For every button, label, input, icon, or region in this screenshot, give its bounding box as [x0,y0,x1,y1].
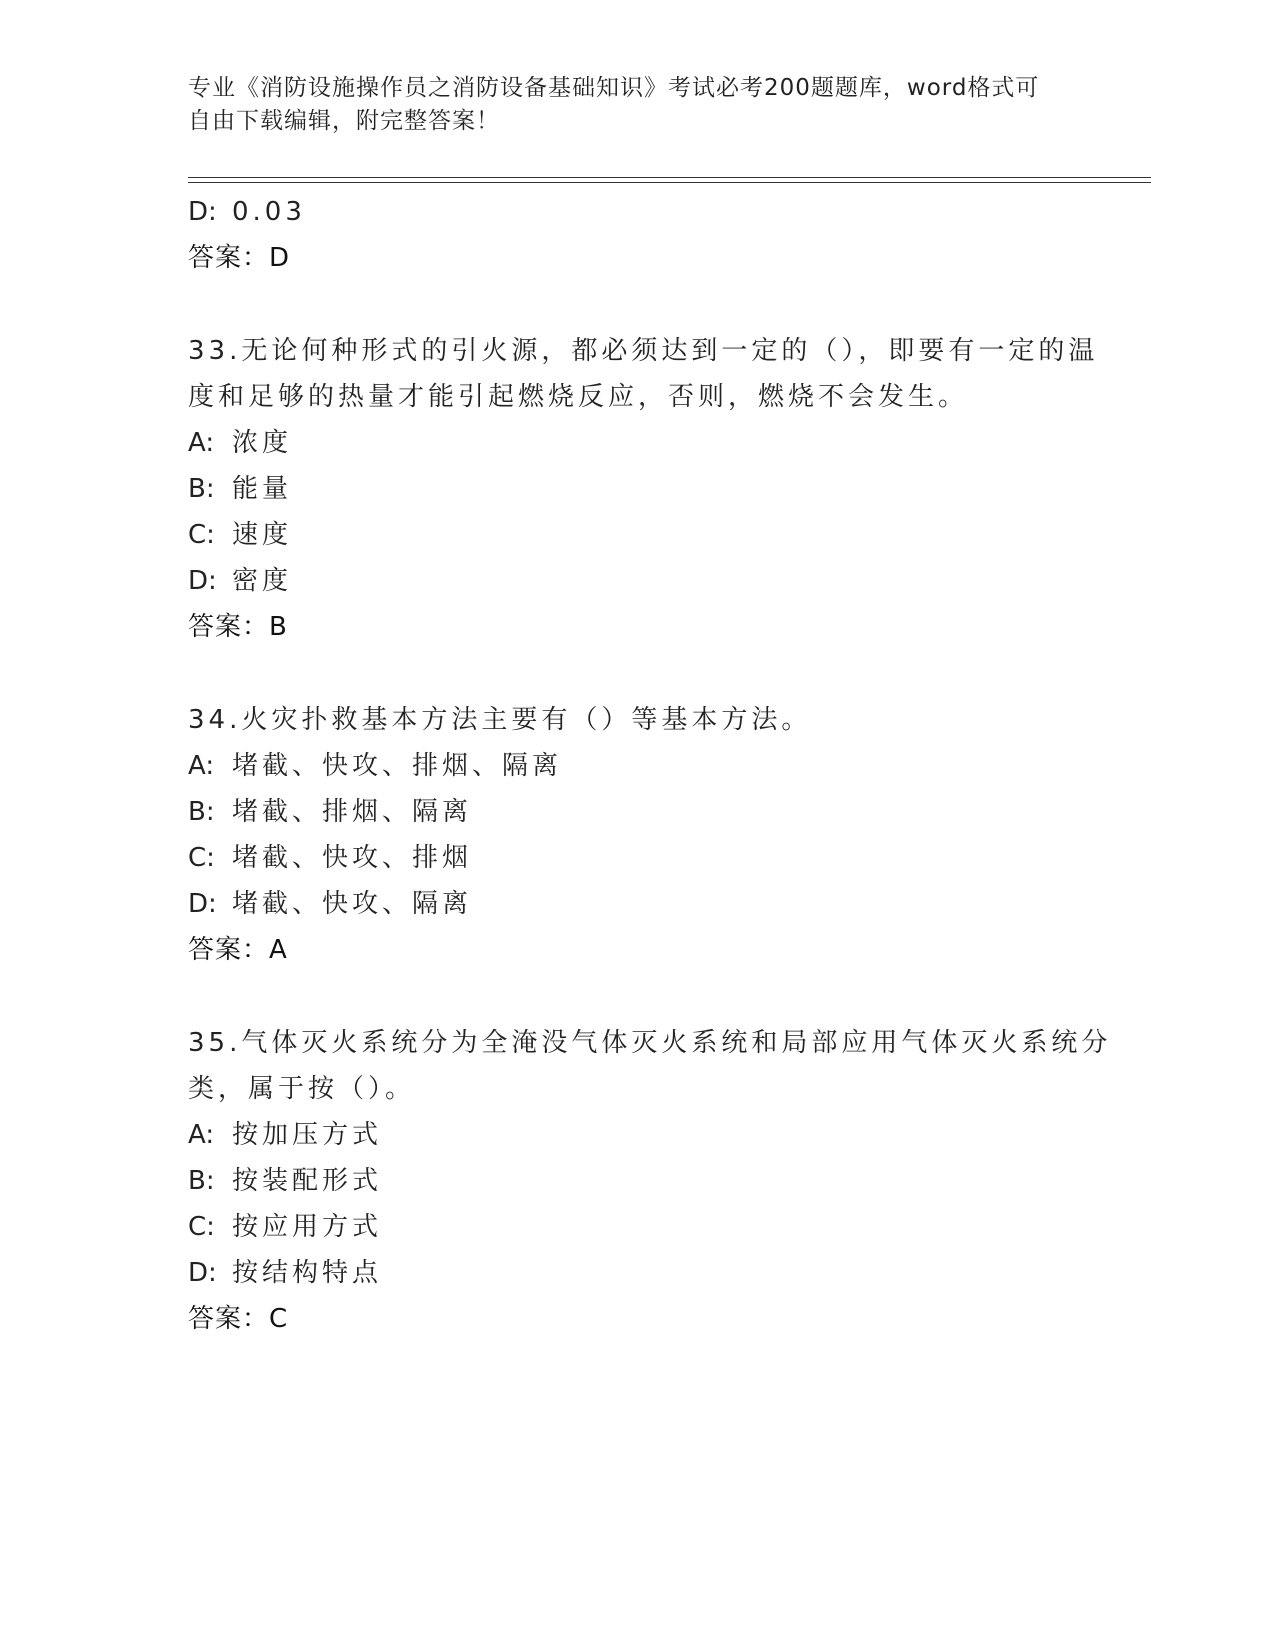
option-a [188,1112,1088,1158]
question-stem: 33.无论何种形式的引火源，都必须达到一定的（），即要有一定的温 [188,336,1099,366]
option-label: D: [188,889,217,919]
option-label: D: [188,197,217,227]
header-line-2: 自由下载编辑，附完整答案！ [188,108,500,134]
option-text: 速度 [232,520,293,550]
option-text: 按加压方式 [232,1120,383,1150]
option-text: 0.03 [232,197,306,227]
question-stem: 34.火灾扑救基本方法主要有（）等基本方法。 [188,705,812,735]
option-label: B: [188,1166,215,1196]
option-text: 密度 [232,566,293,596]
option-text: 按装配形式 [232,1166,383,1196]
prev-option-d [188,189,1088,235]
option-text: 堵截、快攻、排烟、隔离 [232,751,563,781]
option-c [188,1204,1088,1250]
option-c [188,512,1088,558]
option-label: B: [188,797,215,827]
option-label: C: [188,1212,215,1242]
option-d [188,1250,1088,1296]
option-label: A: [188,1120,215,1150]
header-divider-bottom [188,182,1151,183]
option-label: D: [188,1258,217,1288]
question-35 [188,1020,1112,1342]
answer-line: 答案：B [188,612,288,642]
option-label: A: [188,428,215,458]
option-a [188,743,1088,789]
question-stem-cont: 度和足够的热量才能引起燃烧反应，否则，燃烧不会发生。 [188,382,969,412]
header-divider-top [188,177,1151,178]
option-text: 浓度 [232,428,293,458]
option-text: 按结构特点 [232,1258,383,1288]
option-text: 堵截、排烟、隔离 [232,797,473,827]
option-d [188,881,1088,927]
document-header [188,72,1088,138]
option-a [188,420,1088,466]
option-text: 能量 [232,474,293,504]
option-text: 堵截、快攻、隔离 [232,889,473,919]
option-label: A: [188,751,215,781]
option-label: B: [188,474,215,504]
option-b [188,789,1088,835]
question-stem: 35.气体灭火系统分为全淹没气体灭火系统和局部应用气体灭火系统分 [188,1028,1112,1058]
option-text: 堵截、快攻、排烟 [232,843,473,873]
prev-answer: 答案：D [188,243,291,273]
option-label: C: [188,520,215,550]
option-text: 按应用方式 [232,1212,383,1242]
option-b [188,466,1088,512]
answer-line: 答案：A [188,935,288,965]
question-34 [188,697,1088,973]
option-d [188,558,1088,604]
question-list [188,189,1112,1342]
answer-line: 答案：C [188,1304,289,1334]
option-b [188,1158,1088,1204]
header-line-1: 专业《消防设施操作员之消防设备基础知识》考试必考200题题库，word格式可 [188,75,1040,101]
question-33 [188,328,1099,650]
option-label: D: [188,566,217,596]
option-c [188,835,1088,881]
option-label: C: [188,843,215,873]
question-stem-cont: 类，属于按（）。 [188,1074,416,1104]
